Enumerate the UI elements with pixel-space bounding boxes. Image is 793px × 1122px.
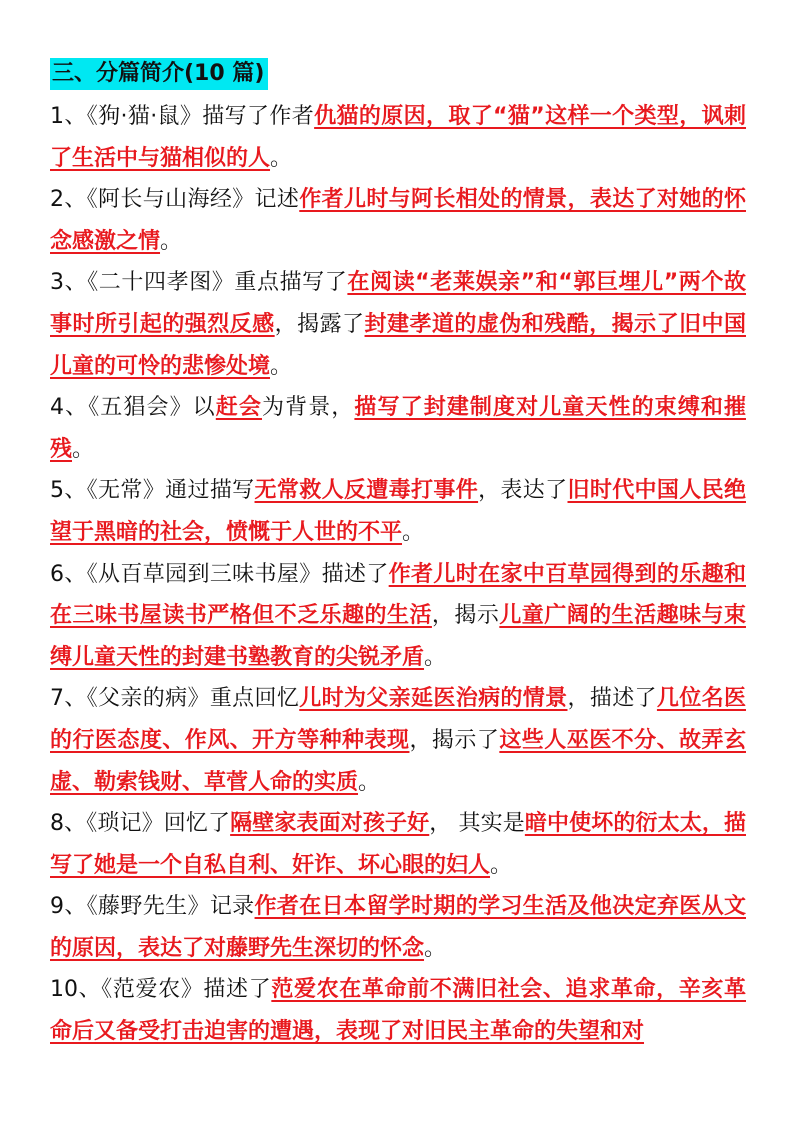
highlighted-text: 作者儿时在家中百草园得到的乐趣和在三味书屋读书严格但不乏乐趣的生活 (50, 561, 746, 629)
entry-text: 。 (270, 353, 293, 379)
highlighted-text: 作者儿时与阿长相处的情景，表达了对她的怀念感激之情 (50, 187, 746, 254)
entry-text: 7、《父亲的病》重点回忆 (50, 686, 300, 712)
entry-list (50, 96, 746, 1053)
highlighted-text: 在阅读“老莱娱亲”和“郭巨埋儿”两个故事时所引起的强烈反感 (50, 270, 747, 337)
entry-text: 。 (424, 644, 447, 670)
entry-text: 。 (490, 852, 513, 878)
entry-item (50, 969, 746, 1052)
entry-text: 6、《从百草园到三味书屋》描述了 (50, 561, 389, 587)
highlighted-text: 隔壁家表面对孩子好 (230, 811, 430, 837)
entry-text: 2、《阿长与山海经》记述 (50, 187, 300, 213)
highlighted-text: 这些人巫医不分、故弄玄虚、勒索钱财、草菅人命的实质 (50, 727, 746, 795)
highlighted-text: 暗中使坏的衍太太，描写了她是一个自私自利、奸诈、坏心眼的妇人 (50, 811, 746, 878)
entry-text: ，表达了 (478, 478, 568, 504)
highlighted-text: 无常救人反遭毒打事件 (254, 478, 479, 504)
entry-text: ， 其实是 (429, 811, 525, 837)
entry-item (50, 803, 746, 886)
entry-text: 。 (270, 145, 293, 171)
entry-text: ，揭露了 (274, 311, 365, 337)
highlighted-text: 封建孝道的虚伪和残酷，揭示了旧中国儿童的可怜的悲惨处境 (50, 311, 746, 379)
entry-text: 。 (402, 519, 425, 545)
highlighted-text: 儿时为父亲延医治病的情景 (299, 686, 568, 712)
entry-text: 5、《无常》通过描写 (50, 478, 255, 504)
entry-item (50, 886, 746, 969)
entry-item (50, 262, 746, 387)
highlighted-text: 赶会 (215, 395, 262, 421)
highlighted-text: 仇猫的原因，取了“猫”这样一个类型，讽刺了生活中与猫相似的人 (50, 104, 747, 171)
highlighted-text: 旧时代中国人民绝望于黑暗的社会，愤慨于人世的不平 (50, 478, 746, 545)
entry-item (50, 387, 746, 470)
entry-item (50, 96, 746, 179)
document-page (50, 58, 746, 1053)
entry-text: ，描述了 (567, 686, 657, 712)
entry-text: 8、《琐记》回忆了 (50, 811, 231, 837)
entry-item (50, 179, 746, 262)
entry-text: 4、《五猖会》以 (50, 395, 216, 421)
entry-text: 为背景， (262, 395, 355, 421)
highlighted-text: 儿童广阔的生活趣味与束缚儿童天性的封建书塾教育的尖锐矛盾 (50, 603, 746, 670)
entry-text: 。 (358, 769, 381, 795)
highlighted-text: 范爱农在革命前不满旧社会、追求革命，辛亥革命后又备受打击迫害的遭遇，表现了对旧民主革命的失望和对 (50, 977, 746, 1045)
entry-text: 1、《狗·猫·鼠》描写了作者 (50, 104, 315, 129)
section-title: 三、分篇简介(10 篇) (50, 58, 268, 90)
highlighted-text: 作者在日本留学时期的学习生活及他决定弃医从文的原因，表达了对藤野先生深切的怀念 (50, 894, 746, 961)
entry-item (50, 470, 746, 553)
entry-text: 。 (72, 436, 95, 462)
entry-text: 。 (424, 935, 447, 961)
entry-text: ，揭示 (431, 603, 500, 629)
entry-text: 。 (160, 228, 183, 254)
entry-item (50, 678, 746, 803)
highlighted-text: 几位名医的行医态度、作风、开方等种种表现 (50, 686, 746, 753)
highlighted-text: 描写了封建制度对儿童天性的束缚和摧残 (50, 395, 746, 462)
entry-text: 9、《藤野先生》记录 (50, 894, 255, 920)
entry-text: 10、《范爱农》描述了 (50, 977, 272, 1003)
entry-text: 3、《二十四孝图》重点描写了 (50, 270, 348, 296)
entry-text: ，揭示了 (409, 727, 500, 753)
entry-item (50, 554, 746, 679)
